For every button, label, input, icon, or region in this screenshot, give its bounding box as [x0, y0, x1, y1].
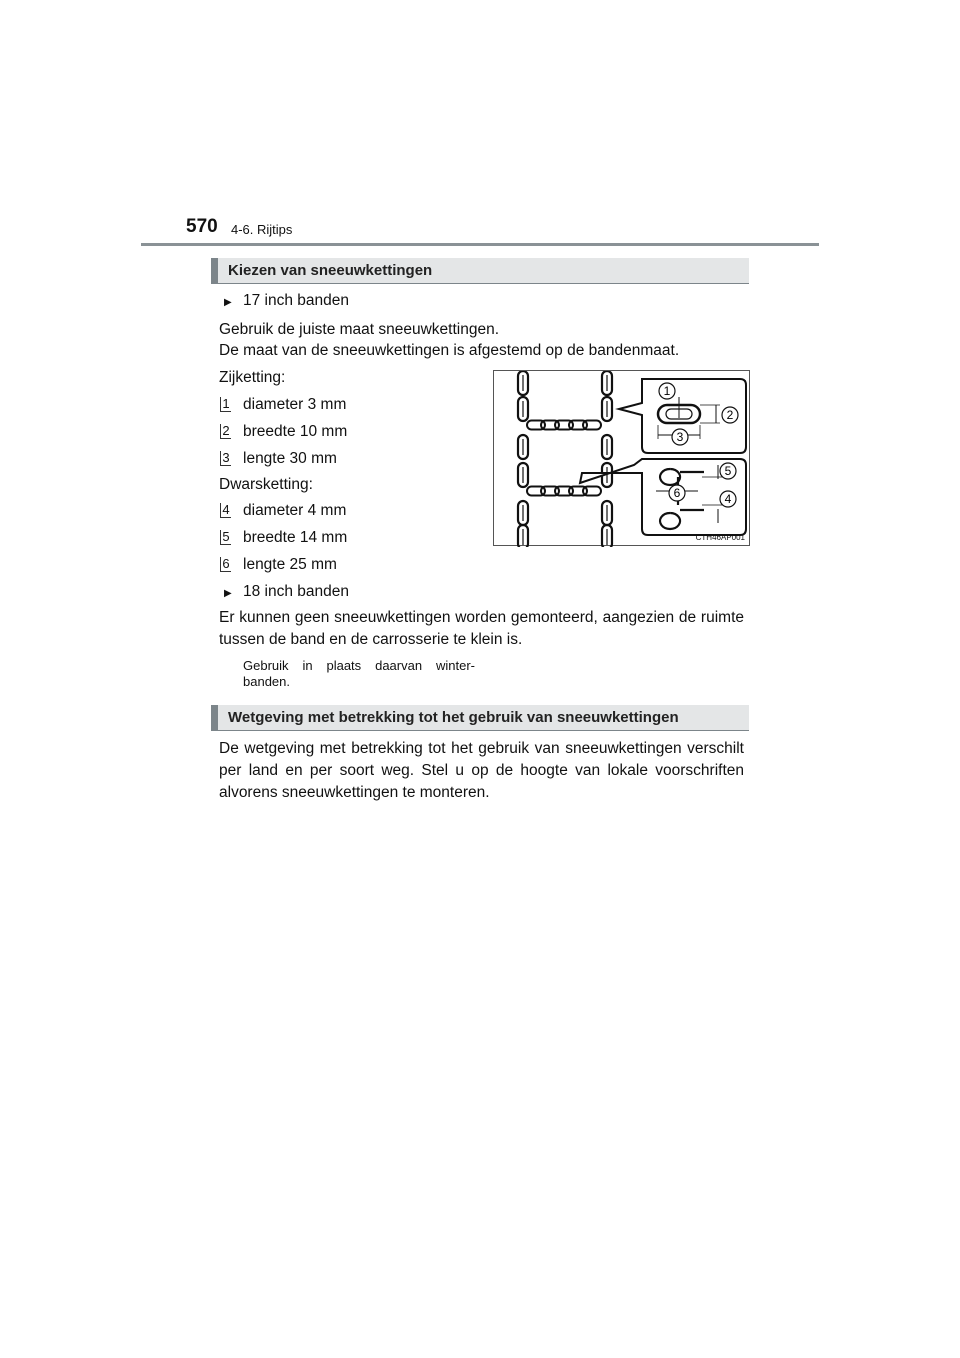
item-text-1: diameter 3 mm [243, 396, 347, 413]
item-number-1: 1 [220, 397, 231, 412]
intro-line-2: De maat van de sneeuwkettingen is afgestemd op de bandenmaat. [219, 342, 680, 359]
callout-2: 2 [726, 408, 734, 422]
note-line-1: Gebruik in plaats daarvan winter- [243, 658, 475, 673]
callout-3: 3 [676, 430, 684, 444]
section-heading-legislation-label: Wetgeving met betrekking tot het gebruik van sneeuwkettingen [228, 709, 679, 726]
item-number-4: 4 [220, 503, 231, 518]
cross-chain-label: Dwarsketting: [219, 476, 313, 493]
item-text-3: lengte 30 mm [243, 450, 337, 467]
section-reference: 4-6. Rijtips [231, 222, 293, 237]
figure-code: CTH46AP001 [695, 533, 745, 542]
section-heading-chains-label: Kiezen van sneeuwkettingen [228, 262, 433, 279]
chain-drawing [494, 371, 751, 547]
subheading-17-inch: 17 inch banden [243, 292, 350, 309]
page-number: 570 [186, 216, 218, 237]
header-rule [141, 243, 819, 246]
section-heading-chains [211, 258, 749, 284]
section-heading-legislation [211, 705, 749, 731]
snow-chain-illustration [493, 370, 750, 546]
note-line-2: banden. [243, 674, 290, 689]
paragraph-18-inch: Er kunnen geen sneeuwkettingen worden gemonteerd, aangezien de ruimte tussen de band en de carrosserie te klein is. [219, 609, 744, 648]
bullet-triangle-icon: ▶ [224, 297, 232, 308]
item-number-6: 6 [220, 557, 231, 572]
item-number-5: 5 [220, 530, 231, 545]
item-text-6: lengte 25 mm [243, 556, 337, 573]
right-side-chain [602, 371, 612, 547]
side-chain-label: Zijketting: [219, 369, 286, 386]
upper-cross-chain [527, 421, 601, 430]
intro-line-1: Gebruik de juiste maat sneeuwkettingen. [219, 321, 500, 338]
item-number-3: 3 [220, 451, 231, 466]
item-text-2: breedte 10 mm [243, 423, 348, 440]
callout-1: 1 [663, 384, 671, 398]
bullet-triangle-icon: ▶ [224, 588, 232, 599]
legislation-paragraph: De wetgeving met betrekking tot het gebruik van sneeuwkettingen verschilt per land en per soort weg. Stel u op de hoogte van lokale voorschriften alvorens sneeuwkettingen te monteren. [219, 740, 744, 801]
item-number-2: 2 [220, 424, 231, 439]
item-text-5: breedte 14 mm [243, 529, 348, 546]
lower-cross-chain [527, 487, 601, 496]
item-text-4: diameter 4 mm [243, 502, 347, 519]
callout-4: 4 [724, 492, 732, 506]
left-side-chain [518, 371, 528, 547]
subheading-18-inch: 18 inch banden [243, 583, 350, 600]
callout-6: 6 [673, 486, 681, 500]
callout-5: 5 [724, 464, 732, 478]
